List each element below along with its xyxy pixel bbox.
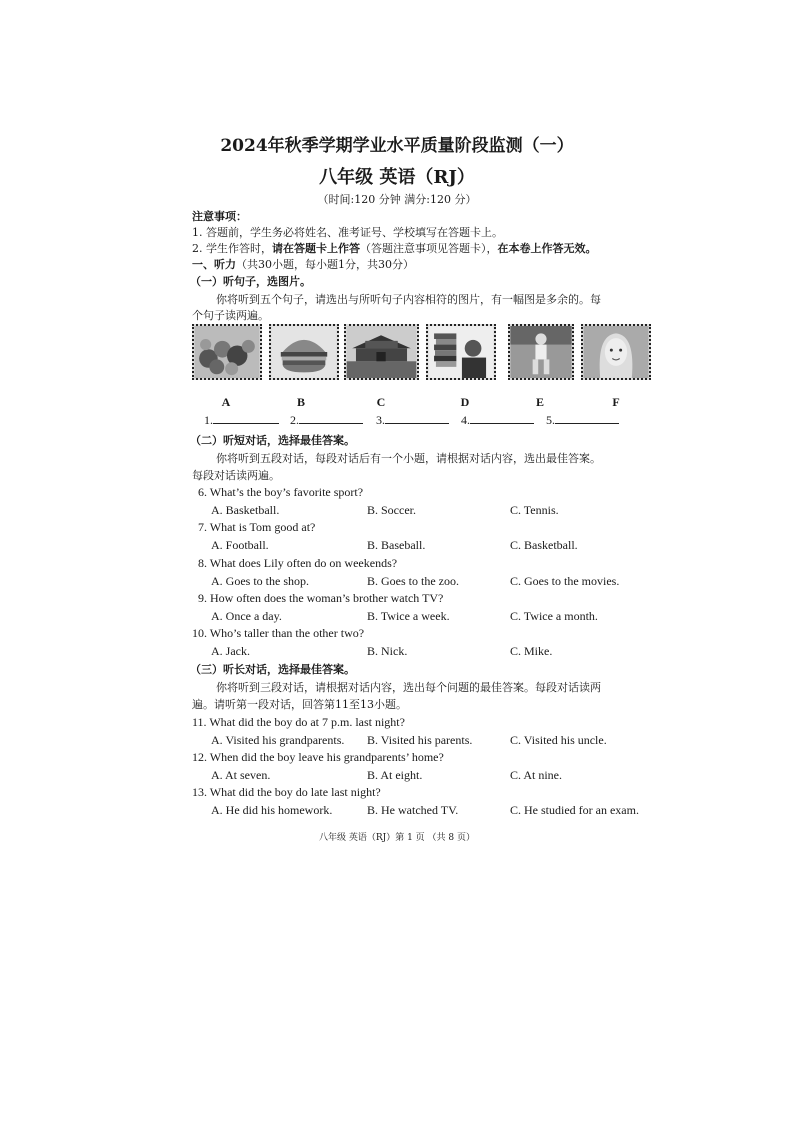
section-1-heading: （一）听句子，选图片。 — [190, 275, 311, 288]
option-b: B. Nick. — [367, 644, 408, 658]
answer-blank — [376, 413, 449, 428]
question-text: 7. What is Tom good at? — [198, 520, 316, 534]
section-3-instruction-line-1: 你将听到三段对话，请根据对话内容，选出每个问题的最佳答案。每段对话读两 — [216, 681, 601, 694]
option-a: A. Basketball. — [211, 503, 280, 517]
answer-blank — [204, 413, 279, 428]
option-b: B. Baseball. — [367, 538, 426, 552]
answer-blank-number: 2. — [290, 413, 299, 427]
fruits-icon — [194, 326, 260, 378]
note-item-1: 1. 答题前，学生务必将姓名、准考证号、学校填写在答题卡上。 — [192, 226, 503, 239]
option-b: B. He watched TV. — [367, 803, 459, 817]
picture-letter: D — [460, 395, 470, 409]
option-a: A. Jack. — [211, 644, 250, 658]
option-a: A. At seven. — [211, 768, 271, 782]
option-b: B. Goes to the zoo. — [367, 574, 459, 588]
girl-running-icon — [510, 326, 572, 378]
option-c: C. He studied for an exam. — [510, 803, 639, 817]
picture-c — [344, 324, 419, 380]
option-c: C. Tennis. — [510, 503, 559, 517]
part-1-heading — [192, 256, 414, 272]
boy-with-books-icon — [428, 326, 494, 378]
option-b: B. Soccer. — [367, 503, 416, 517]
picture-letter: C — [376, 395, 386, 409]
note-item-2-bold-b: 在本卷上作答无效。 — [497, 242, 597, 255]
question-text: 13. What did the boy do late last night? — [192, 785, 381, 799]
section-2-instruction-line-2: 每段对话读两遍。 — [192, 469, 280, 482]
question-text: 12. When did the boy leave his grandparents’ home? — [192, 750, 444, 764]
picture-e — [508, 324, 574, 380]
time-score: （时间:120 分钟 满分:120 分） — [317, 193, 477, 206]
option-a: A. Football. — [211, 538, 269, 552]
answer-blank-number: 1. — [204, 413, 213, 427]
question-text: 9. How often does the woman’s brother watch TV? — [198, 591, 444, 605]
hamburger-icon — [271, 326, 337, 378]
page-footer: 八年级 英语（RJ）第 1 页 （共 8 页） — [318, 833, 475, 843]
option-b: B. Visited his parents. — [367, 733, 473, 747]
question-text: 10. Who’s taller than the other two? — [192, 626, 365, 640]
picture-a — [192, 324, 262, 380]
note-item-2-text-b: （答题注意事项见答题卡）， — [360, 242, 498, 255]
option-a: A. Goes to the shop. — [211, 574, 309, 588]
picture-f — [581, 324, 651, 380]
section-1-instruction-line-2: 个句子读两遍。 — [192, 309, 269, 322]
question-text: 8. What does Lily often do on weekends? — [198, 556, 398, 570]
answer-blank-number: 5. — [546, 413, 555, 427]
section-3-heading: （三）听长对话，选择最佳答案。 — [190, 663, 355, 676]
section-3-instruction-line-2: 遍。请听第一段对话，回答第11至13小题。 — [192, 698, 407, 711]
page-subtitle: 八年级 英语（RJ） — [319, 167, 475, 188]
answer-blank-number: 3. — [376, 413, 385, 427]
picture-d — [426, 324, 496, 380]
section-2-heading: （二）听短对话，选择最佳答案。 — [190, 434, 355, 447]
option-c: C. Twice a month. — [510, 609, 598, 623]
picture-letter: A — [221, 395, 231, 409]
picture-b — [269, 324, 339, 380]
part-1-heading-bold: 一、听力 — [192, 258, 236, 271]
picture-letter: B — [296, 395, 305, 409]
note-item-2-text-a: 2. 学生作答时， — [192, 242, 272, 255]
answer-blank — [461, 413, 534, 428]
section-2-instruction-line-1: 你将听到五段对话，每段对话后有一个小题，请根据对话内容，选出最佳答案。 — [216, 452, 601, 465]
option-c: C. Basketball. — [510, 538, 578, 552]
page-title: 2024年秋季学期学业水平质量阶段监测（一） — [220, 136, 574, 156]
picture-letter: F — [612, 395, 620, 409]
option-b: B. At eight. — [367, 768, 423, 782]
section-1-instruction-line-1: 你将听到五个句子，请选出与所听句子内容相符的图片，有一幅图是多余的。每 — [216, 293, 601, 306]
option-b: B. Twice a week. — [367, 609, 450, 623]
question-text: 6. What’s the boy’s favorite sport? — [198, 485, 364, 499]
picture-letter: E — [535, 395, 544, 409]
answer-blank — [290, 413, 363, 428]
answer-blank-number: 4. — [461, 413, 470, 427]
tiananmen-icon — [346, 326, 417, 378]
notes-heading: 注意事项： — [192, 210, 247, 223]
option-a: A. Visited his grandparents. — [211, 733, 345, 747]
option-c: C. Goes to the movies. — [510, 574, 620, 588]
note-item-2-bold-a: 请在答题卡上作答 — [272, 242, 360, 255]
option-c: C. At nine. — [510, 768, 563, 782]
girl-portrait-icon — [583, 326, 649, 378]
note-item-2 — [192, 240, 597, 256]
option-a: A. He did his homework. — [211, 803, 333, 817]
question-text: 11. What did the boy do at 7 p.m. last night? — [192, 715, 405, 729]
option-c: C. Visited his uncle. — [510, 733, 607, 747]
option-a: A. Once a day. — [211, 609, 282, 623]
option-c: C. Mike. — [510, 644, 553, 658]
answer-blank — [546, 413, 619, 428]
part-1-heading-rest: （共30小题，每小题1分，共30分） — [236, 258, 414, 271]
